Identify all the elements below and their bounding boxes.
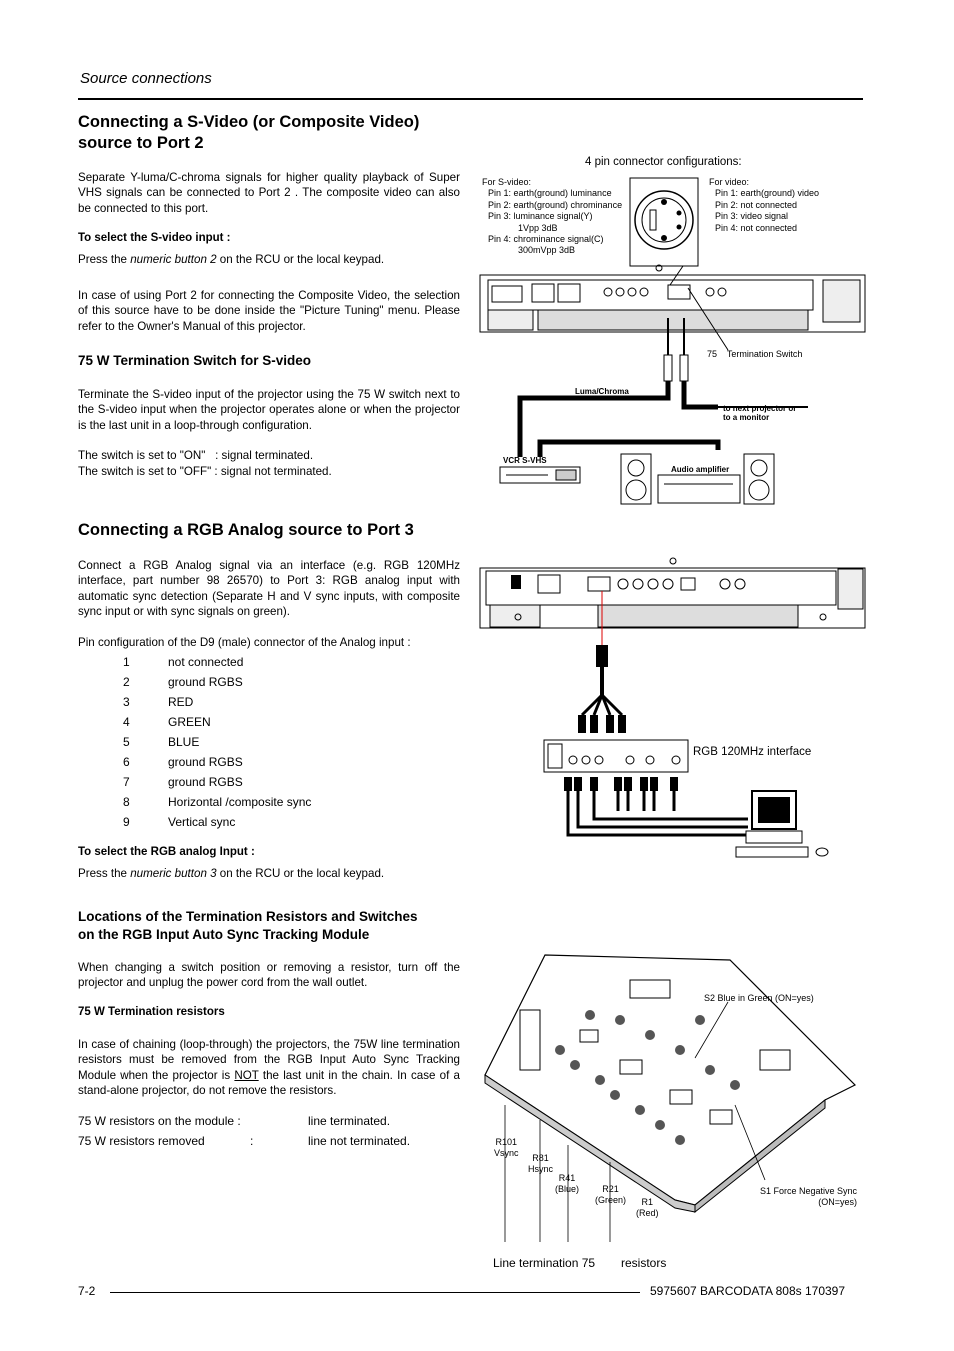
luma-chroma-label: Luma/Chroma	[575, 387, 629, 396]
svideo-select-heading: To select the S-video input :	[78, 232, 231, 244]
removed-colon: :	[250, 1134, 254, 1148]
resistors-label: resistors	[621, 1256, 667, 1270]
rgb-select-heading: To select the RGB analog Input :	[78, 846, 255, 858]
pin-row: 3 RED	[123, 695, 194, 709]
removed-label: 75 W resistors removed	[78, 1134, 205, 1148]
pin-row: 7 ground RGBS	[123, 775, 243, 789]
termination-switch-label: 75 Termination Switch	[707, 349, 803, 359]
r1-label: R1 (Red)	[636, 1197, 659, 1219]
r81-label: R81 Hsync	[528, 1153, 554, 1175]
resistors-heading: 75 W Termination resistors	[78, 1006, 225, 1018]
svideo-select-text: Press the numeric button 2 on the RCU or the local keypad.	[78, 253, 385, 266]
pin-row: 8 Horizontal /composite sync	[123, 795, 312, 809]
r21-label: R21 (Green)	[595, 1184, 627, 1206]
svideo-pin-list: For S-video: Pin 1: earth(ground) luminance Pin 2: earth(ground) chrominance Pin 3: luminance signal(Y) 1Vpp 3dB Pin 4: chrominance signal(C) 300mVpp 3dB	[482, 177, 623, 256]
rgb-connection-diagram	[478, 555, 868, 865]
s2-label: S2 Blue in Green (ON=yes)	[704, 993, 814, 1003]
page-number: 7-2	[78, 1284, 96, 1298]
svideo-title: Connecting a S-Video (or Composite Video) source to Port 2	[78, 113, 420, 152]
line-termination-label: Line termination 75	[493, 1256, 596, 1270]
resistors-text: In case of chaining (loop-through) the projectors, the 75W line termination resistors must be removed from the RGB Input Auto Sync Tracking Module when the projector is NOT the last unit in the chain. In case of a stand-alone projector, do not remove the resistors.	[78, 1038, 460, 1097]
rgb-intro: Connect a RGB Analog signal via an interface (e.g. RGB 120MHz interface, part number 98 26570) to Port 3: RGB analog input with automatic sync detection (Separate H and V sync inputs, with composite sync input or with sync signals on green).	[78, 559, 460, 618]
r41-label: R41 (Blue)	[555, 1173, 580, 1195]
locations-warning: When changing a switch position or removing a resistor, turn off the projector and unplug the power cord from the wall outlet.	[78, 961, 460, 990]
s1-label: S1 Force Negative Sync (ON=yes)	[760, 1186, 858, 1208]
header-rule	[78, 98, 863, 100]
pin-row: 6 ground RGBS	[123, 755, 243, 769]
pin-row: 5 BLUE	[123, 735, 200, 749]
composite-note: In case of using Port 2 for connecting the Composite Video, the selection of this source have to be done inside the "Picture Tuning" menu. Please refer to the Owner's Manual of this projector.	[78, 289, 460, 333]
switch-off-text: The switch is set to "OFF" : signal not terminated.	[78, 465, 332, 478]
locations-title: Locations of the Termination Resistors and Switches on the RGB Input Auto Sync Tracking Module	[78, 909, 418, 942]
rgb-select-text: Press the numeric button 3 on the RCU or the local keypad.	[78, 867, 385, 880]
video-pin-list: For video: Pin 1: earth(ground) video Pin 2: not connected Pin 3: video signal Pin 4: not connected	[709, 177, 820, 233]
rgb-interface-label: RGB 120MHz interface	[693, 746, 812, 758]
svideo-intro: Separate Y-luma/C-chroma signals for higher quality playback of Super VHS signals can be connected to Port 2 . The composite video can also be connected to this port.	[78, 171, 460, 215]
doc-reference: 5975607 BARCODATA 808s 170397	[650, 1284, 846, 1298]
switch-on-text: The switch is set to "ON" : signal terminated.	[78, 449, 314, 462]
on-module-value: line terminated.	[308, 1114, 391, 1128]
term-switch-text: Terminate the S-video input of the projector using the 75 W switch next to the S-video input when the projector operates alone or when the projector is the last unit in a loop-through configuration.	[78, 388, 460, 432]
next-projector-label: to next projector or to a monitor	[723, 404, 797, 422]
vcr-label: VCR S-VHS	[503, 456, 547, 465]
pin-row: 9 Vertical sync	[123, 815, 236, 829]
circuit-board-diagram	[480, 940, 870, 1270]
pin-row: 4 GREEN	[123, 715, 211, 729]
r101-label: R101 Vsync	[494, 1137, 519, 1159]
on-module-label: 75 W resistors on the module :	[78, 1114, 241, 1128]
removed-value: line not terminated.	[308, 1134, 411, 1148]
rgb-pin-intro: Pin configuration of the D9 (male) connector of the Analog input :	[78, 636, 411, 649]
footer-rule	[110, 1292, 640, 1293]
rgb-title: Connecting a RGB Analog source to Port 3	[78, 521, 414, 539]
section-header: Source connections	[80, 70, 212, 87]
connector-config-title: 4 pin connector configurations:	[585, 156, 742, 168]
amplifier-label: Audio amplifier	[671, 465, 730, 474]
pin-row: 2 ground RGBS	[123, 675, 243, 689]
term-switch-heading: 75 W Termination Switch for S-video	[78, 353, 312, 368]
pin-row: 1 not connected	[123, 655, 244, 669]
